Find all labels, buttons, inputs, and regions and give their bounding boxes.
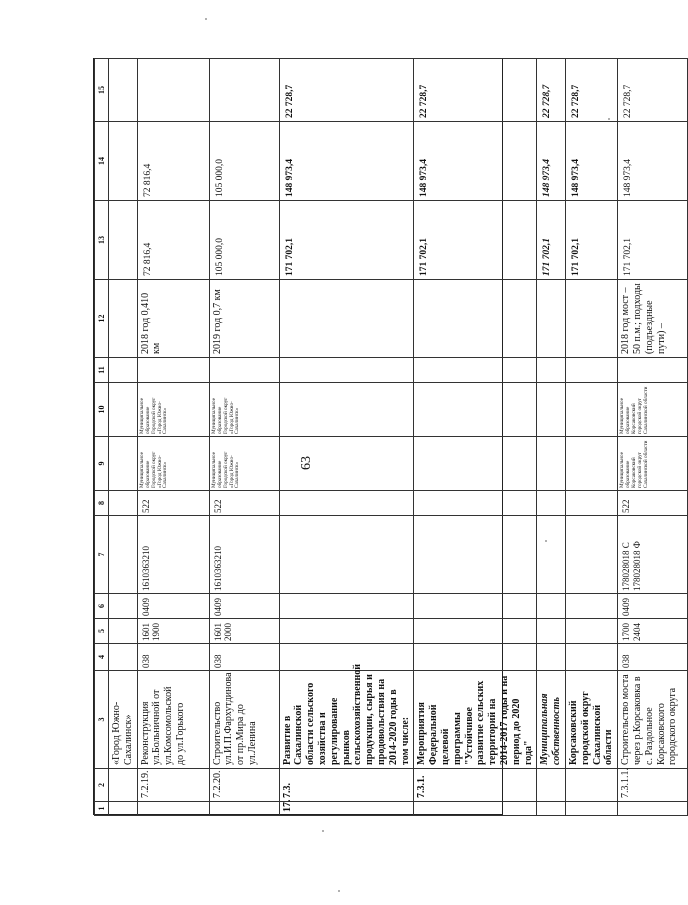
- header-cell: 15: [95, 59, 109, 122]
- cell-col-7: 1610363210: [137, 516, 209, 594]
- cell-col-3: Строительство моста через р.Корсаковка в с. Раздольное Корсаковского городского округа: [618, 671, 688, 769]
- cell-col-10: Муниципальное образование Городской округ «Город Южно-Сахалинск»: [209, 383, 279, 437]
- cell-col-12: [414, 280, 537, 358]
- cell-col-11: [109, 358, 138, 383]
- cell-col-6: [109, 594, 138, 619]
- cell-col-15: 22 728,7: [618, 59, 688, 122]
- cell-col-14: 148 973,4: [279, 122, 414, 201]
- cell-col-1: [618, 802, 688, 816]
- cell-col-9: Муниципальное образование Городской округ «Город Южно-Сахалинск»: [137, 437, 209, 491]
- speck: [338, 890, 340, 892]
- cell-col-15: [209, 59, 279, 122]
- cell-col-7: [109, 516, 138, 594]
- cell-col-6: 0409: [137, 594, 209, 619]
- cell-col-4: 038: [137, 644, 209, 671]
- speck: [205, 18, 207, 20]
- cell-col-2: [109, 769, 138, 802]
- cell-col-13: 105 000,0: [209, 201, 279, 280]
- cell-col-4: [109, 644, 138, 671]
- cell-col-12: [537, 280, 566, 358]
- cell-col-7: [537, 516, 566, 594]
- cell-col-7: [565, 516, 617, 594]
- cell-col-5: [414, 619, 537, 644]
- cell-col-7: 1610363210: [209, 516, 279, 594]
- cell-col-6: [565, 594, 617, 619]
- speck: [322, 830, 324, 832]
- cell-col-1: [537, 802, 566, 816]
- row-7-3-1-1: [618, 59, 688, 816]
- cell-col-4: [565, 644, 617, 671]
- header-cell: 14: [95, 122, 109, 201]
- cell-col-11: [414, 358, 537, 383]
- cell-col-8: [414, 491, 537, 516]
- cell-col-11: [618, 358, 688, 383]
- cell-col-8: 522: [618, 491, 688, 516]
- cell-col-6: 0409: [209, 594, 279, 619]
- cell-col-10: [414, 383, 537, 437]
- cell-col-8: 522: [137, 491, 209, 516]
- cell-col-1: [137, 802, 209, 816]
- row-7-2-19: [137, 59, 209, 816]
- cell-col-14: [109, 122, 138, 201]
- cell-col-4: [414, 644, 537, 671]
- row-gorod: [109, 59, 138, 816]
- cell-col-12: 2018 год мост – 50 п.м.; подходы (подъездные пути) –: [618, 280, 688, 358]
- speck: [545, 540, 547, 542]
- cell-col-4: [279, 644, 414, 671]
- cell-col-14: 148 973,4: [537, 122, 566, 201]
- cell-col-5: [279, 619, 414, 644]
- cell-col-5: 1601 2000: [209, 619, 279, 644]
- cell-col-14: 72 816,4: [137, 122, 209, 201]
- cell-col-1: [109, 802, 138, 816]
- program-table: [94, 58, 688, 816]
- cell-col-2: 7.2.19.: [137, 769, 209, 802]
- cell-col-2: 7.3.: [279, 769, 414, 802]
- cell-col-1: [414, 802, 537, 816]
- cell-col-13: 171 702,1: [565, 201, 617, 280]
- cell-col-12: 2018 год 0,410 км: [137, 280, 209, 358]
- cell-col-9: [414, 437, 537, 491]
- cell-col-5: [537, 619, 566, 644]
- header-row: [95, 59, 109, 816]
- cell-col-2: [537, 769, 566, 802]
- cell-col-15: 22 728,7: [537, 59, 566, 122]
- header-cell: 5: [95, 619, 109, 644]
- cell-col-11: [537, 358, 566, 383]
- cell-col-2: 7.3.1.: [414, 769, 537, 802]
- cell-col-11: [137, 358, 209, 383]
- speck: [608, 118, 610, 120]
- cell-col-9: [565, 437, 617, 491]
- cell-col-10: [565, 383, 617, 437]
- cell-col-1: [565, 802, 617, 816]
- cell-col-5: [109, 619, 138, 644]
- header-cell: 2: [95, 769, 109, 802]
- cell-col-5: 1601 1900: [137, 619, 209, 644]
- cell-col-13: [109, 201, 138, 280]
- cell-col-12: 2019 год 0,7 км: [209, 280, 279, 358]
- cell-col-9: Муниципальное образование Корсаковский городской округ Сахалинской области: [618, 437, 688, 491]
- header-cell: 4: [95, 644, 109, 671]
- cell-col-11: [209, 358, 279, 383]
- cell-col-8: [279, 491, 414, 516]
- header-cell: 12: [95, 280, 109, 358]
- cell-col-5: [565, 619, 617, 644]
- cell-col-1: 17.: [279, 802, 414, 816]
- row-7-3-1: [414, 59, 537, 816]
- cell-col-14: 105 000,0: [209, 122, 279, 201]
- cell-col-15: 22 728,7: [279, 59, 414, 122]
- cell-col-4: 038: [209, 644, 279, 671]
- cell-col-13: 171 702,1: [414, 201, 537, 280]
- cell-col-10: [537, 383, 566, 437]
- cell-col-3: «Город Южно-Сахалинск»: [109, 671, 138, 769]
- header-cell: 11: [95, 358, 109, 383]
- header-cell: 13: [95, 201, 109, 280]
- cell-col-9: [279, 437, 414, 491]
- header-cell: 9: [95, 437, 109, 491]
- header-cell: 3: [95, 671, 109, 769]
- cell-col-3: Корсаковский городской округ Сахалинской области: [565, 671, 617, 769]
- header-cell: 1: [95, 802, 109, 816]
- header-cell: 8: [95, 491, 109, 516]
- header-cell: 10: [95, 383, 109, 437]
- cell-col-15: [109, 59, 138, 122]
- cell-col-11: [279, 358, 414, 383]
- cell-col-9: [109, 437, 138, 491]
- cell-col-8: [565, 491, 617, 516]
- row-7-2-20: [209, 59, 279, 816]
- cell-col-6: [279, 594, 414, 619]
- cell-col-2: 7.3.1.1.: [618, 769, 688, 802]
- cell-col-10: [279, 383, 414, 437]
- cell-col-14: 148 973,4: [414, 122, 537, 201]
- cell-col-12: [109, 280, 138, 358]
- cell-col-15: 22 728,7: [414, 59, 537, 122]
- cell-col-7: 178028018 С 178028018 Ф: [618, 516, 688, 594]
- cell-col-15: [137, 59, 209, 122]
- cell-col-2: [565, 769, 617, 802]
- header-cell: 6: [95, 594, 109, 619]
- cell-col-9: [537, 437, 566, 491]
- cell-col-4: 038: [618, 644, 688, 671]
- page-number: 63: [299, 456, 314, 470]
- cell-col-15: 22 728,7: [565, 59, 617, 122]
- cell-col-10: [109, 383, 138, 437]
- cell-col-6: [414, 594, 537, 619]
- cell-col-9: Муниципальное образование Городской округ «Город Южно-Сахалинск»: [209, 437, 279, 491]
- cell-col-10: Муниципальное образование Городской округ «Город Южно-Сахалинск»: [137, 383, 209, 437]
- cell-col-8: [109, 491, 138, 516]
- cell-col-13: 171 702,1: [618, 201, 688, 280]
- cell-col-13: 171 702,1: [537, 201, 566, 280]
- cell-col-10: Муниципальное образование Корсаковский городской округ Сахалинской области: [618, 383, 688, 437]
- cell-col-3: Мероприятия Федеральной целевой программы "Устойчивое развитие сельских территорий на 2014-2017 годы и на период до 2020 года": [414, 671, 537, 769]
- cell-col-3: Строительство ул.И.П.Фархутдинова от пр.Мира до ул.Ленина: [209, 671, 279, 769]
- cell-col-8: [537, 491, 566, 516]
- cell-col-11: [565, 358, 617, 383]
- cell-col-6: [537, 594, 566, 619]
- cell-col-13: 171 702,1: [279, 201, 414, 280]
- row-17: [279, 59, 414, 816]
- cell-col-3: Муниципальная собственность: [537, 671, 566, 769]
- cell-col-3: Развитие в Сахалинской области сельского хозяйства и регулирование рынков сельскохозяйственной продукции, сырья и продовольствия на 2014-2020 годы в том числе:: [279, 671, 414, 769]
- cell-col-4: [537, 644, 566, 671]
- cell-col-13: 72 816,4: [137, 201, 209, 280]
- row-mun-sobstv: [537, 59, 566, 816]
- cell-col-1: [209, 802, 279, 816]
- cell-col-7: [279, 516, 414, 594]
- cell-col-7: [414, 516, 537, 594]
- cell-col-8: 522: [209, 491, 279, 516]
- cell-col-5: 1700 2404: [618, 619, 688, 644]
- header-cell: 7: [95, 516, 109, 594]
- cell-col-3: Реконструкция ул.Больничной от ул.Комсомольской до ул.Горького: [137, 671, 209, 769]
- cell-col-6: 0409: [618, 594, 688, 619]
- cell-col-14: 148 973,4: [618, 122, 688, 201]
- cell-col-14: 148 973,4: [565, 122, 617, 201]
- document-table: [93, 58, 679, 815]
- row-korsakov: [565, 59, 617, 816]
- cell-col-2: 7.2.20.: [209, 769, 279, 802]
- cell-col-12: [565, 280, 617, 358]
- cell-col-12: [279, 280, 414, 358]
